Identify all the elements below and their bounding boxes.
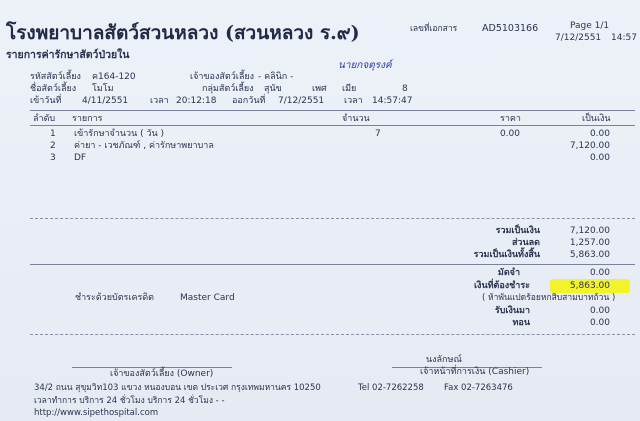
table-top-rule (30, 110, 635, 111)
row-item: ค่ายา - เวชภัณฑ์ , ค่ารักษาพยาบาล (74, 141, 214, 151)
row-amount: 0.00 (589, 153, 610, 163)
print-time: 14:57 (611, 33, 637, 43)
deposit-label: มัดจำ (497, 268, 520, 278)
owner-signature-line (72, 367, 232, 368)
col-price-header: ราคา (500, 114, 521, 124)
col-amount-header: เป็นเงิน (582, 114, 611, 124)
admit-date: 4/11/2551 (82, 96, 129, 106)
admit-time: 20:12:18 (176, 96, 217, 106)
pet-id-value: ค164-120 (92, 72, 136, 82)
page-number: Page 1/1 (570, 21, 610, 31)
row-item: DF (74, 153, 87, 163)
deposit-value: 0.00 (589, 268, 610, 278)
footer-fax: Fax 02-7263476 (444, 383, 513, 393)
hospital-name: โรงพยาบาลสัตว์สวนหลวง (สวนหลวง ร.๙) (6, 22, 360, 44)
admit-label: เข้าวันที่ (30, 96, 62, 106)
group-label: กลุ่มสัตว์เลี้ยง (202, 84, 254, 94)
discharge-date: 7/12/2551 (278, 96, 325, 106)
row-no: 3 (50, 153, 56, 163)
received-label: รับเงินมา (494, 306, 530, 316)
pet-id-label: รหัสสัตว์เลี้ยง (30, 72, 81, 82)
total-value: 7,120.00 (569, 226, 610, 236)
payment-label: ชำระด้วยบัตรเครดิต (75, 293, 155, 303)
cashier-signature-label: เจ้าหน้าที่การเงิน (Cashier) (420, 367, 530, 377)
row-amount: 7,120.00 (569, 141, 610, 151)
footer-hours: เวลาทำการ บริการ 24 ชั่วโมง บริการ 24 ชั่วโมง - - (34, 396, 225, 406)
baht-text: ( ห้าพันแปดร้อยหกสิบสามบาทถ้วน ) (482, 293, 616, 303)
signature-rule (30, 334, 635, 335)
received-value: 0.00 (589, 306, 610, 316)
department-title: รายการค่ารักษาสัตว์ป่วยใน (6, 49, 130, 61)
sex-value: เมีย (342, 84, 357, 94)
total-label: รวมเป็นเงิน (495, 226, 540, 236)
group-value: สุนัข (264, 84, 282, 94)
balance-value: 5,863.00 (569, 281, 610, 291)
discount-label: ส่วนลด (511, 238, 540, 248)
print-date: 7/12/2551 (555, 33, 602, 43)
pet-name-label: ชื่อสัตว์เลี้ยง (30, 84, 77, 94)
col-no-header: ลำดับ (33, 114, 56, 124)
row-price: 0.00 (499, 129, 520, 139)
col-item-header: รายการ (72, 114, 103, 124)
change-value: 0.00 (589, 318, 610, 328)
change-label: ทอน (512, 318, 530, 328)
discharge-time: 14:57:47 (372, 96, 413, 106)
row-no: 1 (50, 129, 56, 139)
payment-method: Master Card (180, 293, 235, 303)
discharge-time-label: เวลา (344, 96, 363, 106)
handwritten-note: นายกจตุรงค์ (338, 60, 392, 71)
balance-label: เงินที่ต้องชำระ (473, 281, 530, 291)
footer-address: 34/2 ถนน สุขุมวิท103 แขวง หนองบอน เขต ประเวศ กรุงเทพมหานคร 10250 (34, 383, 321, 393)
admit-time-label: เวลา (150, 96, 169, 106)
table-header-rule (30, 125, 635, 126)
net-value: 5,863.00 (569, 250, 610, 260)
col-qty-header: จำนวน (342, 114, 370, 124)
footer-website: http://www.sipethospital.com (34, 408, 159, 418)
row-no: 2 (50, 141, 56, 151)
pet-name-value: โมโม (92, 84, 114, 94)
owner-label: เจ้าของสัตว์เลี้ยง (190, 72, 255, 82)
row-amount: 0.00 (589, 129, 610, 139)
cashier-name: นงลักษณ์ (426, 355, 462, 365)
table-bottom-rule (30, 218, 635, 219)
discharge-label: ออกวันที่ (232, 96, 266, 106)
owner-value: - คลินิก - (258, 72, 294, 82)
owner-signature-label: เจ้าของสัตว์เลี้ยง (Owner) (110, 369, 214, 379)
age-value: 8 (402, 84, 408, 94)
footer-tel: Tel 02-7262258 (358, 383, 424, 393)
totals-rule (30, 264, 635, 265)
receipt-number: AD5103166 (482, 23, 539, 34)
sex-label: เพศ (312, 84, 327, 94)
row-item: เข้ารักษาจำนวน ( วัน ) (74, 129, 165, 139)
row-qty: 7 (375, 129, 381, 139)
receipt-no-label: เลขที่เอกสาร (410, 24, 458, 34)
discount-value: 1,257.00 (569, 238, 610, 248)
net-label: รวมเป็นเงินทั้งสิ้น (473, 250, 540, 260)
